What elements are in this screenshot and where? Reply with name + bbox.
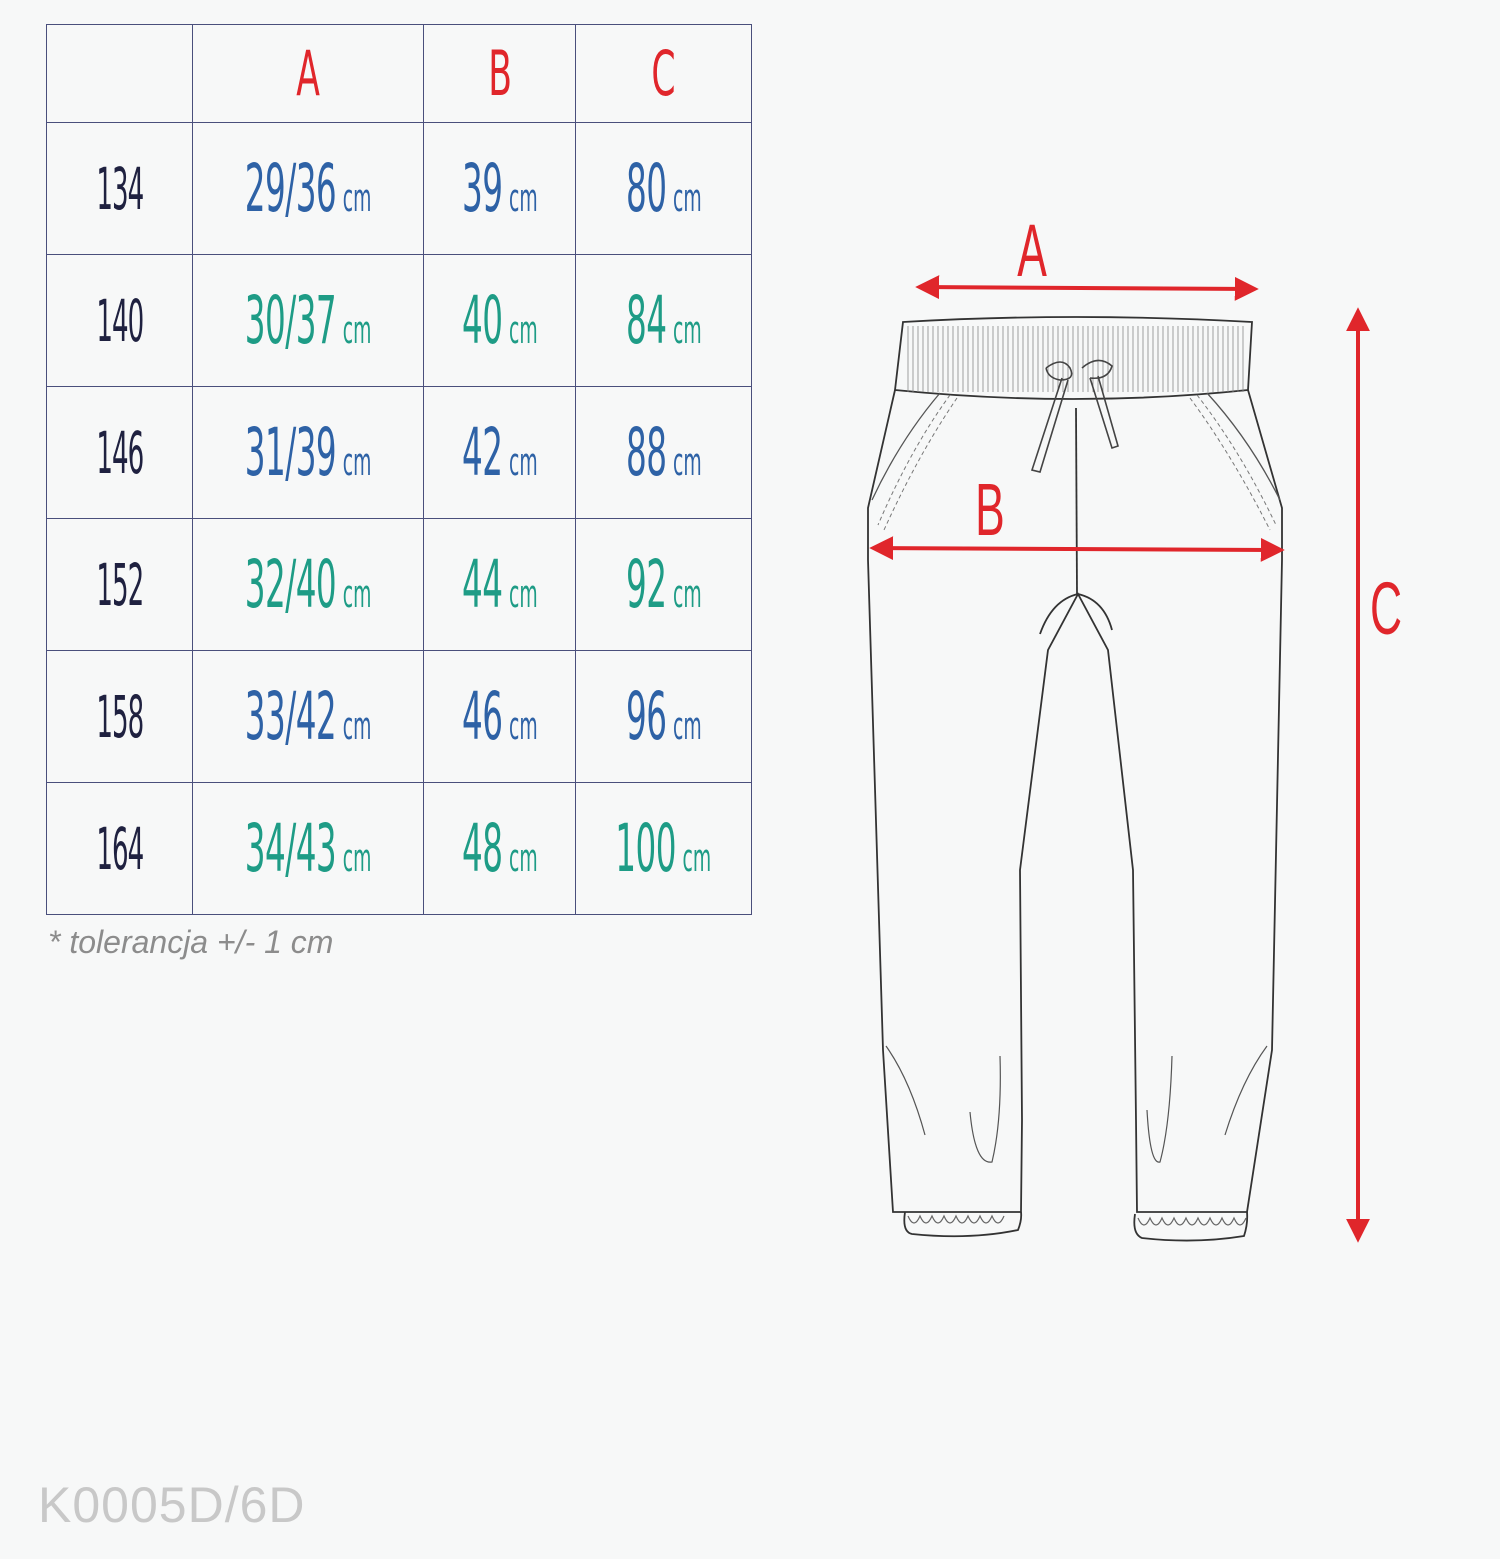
dimension-a-arrow [920, 287, 1254, 289]
value-c-cell: 96 cm [576, 651, 751, 783]
size-cell: 152 [47, 519, 193, 651]
size-cell: 140 [47, 255, 193, 387]
value-b-cell: 46 cm [424, 651, 576, 783]
dimension-a-label: A [1017, 209, 1047, 292]
dimension-c-label: C [1369, 567, 1403, 650]
header-b: B [424, 25, 576, 123]
value-a-cell: 30/37 cm [193, 255, 424, 387]
header-a: A [193, 25, 424, 123]
leg-folds [886, 1046, 1267, 1162]
size-cell: 158 [47, 651, 193, 783]
dimension-b-label: B [975, 468, 1005, 551]
value-c-cell: 80 cm [576, 123, 751, 255]
cuff-elastic [908, 1216, 1246, 1225]
value-a-cell: 31/39 cm [193, 387, 424, 519]
value-a-cell: 33/42 cm [193, 651, 424, 783]
value-b-cell: 40 cm [424, 255, 576, 387]
tolerance-note: * tolerancja +/- 1 cm [48, 924, 334, 960]
size-cell: 146 [47, 387, 193, 519]
value-a-cell: 32/40 cm [193, 519, 424, 651]
pants-outline [868, 317, 1282, 1241]
value-b-cell: 42 cm [424, 387, 576, 519]
value-c-cell: 88 cm [576, 387, 751, 519]
value-b-cell: 48 cm [424, 783, 576, 915]
value-c-cell: 84 cm [576, 255, 751, 387]
dimension-b-arrow [874, 548, 1280, 550]
value-c-cell: 92 cm [576, 519, 751, 651]
header-c: C [576, 25, 751, 123]
value-a-cell: 29/36 cm [193, 123, 424, 255]
size-cell: 164 [47, 783, 193, 915]
value-a-cell: 34/43 cm [193, 783, 424, 915]
size-cell: 134 [47, 123, 193, 255]
product-code: K0005D/6D [38, 1477, 306, 1533]
value-b-cell: 39 cm [424, 123, 576, 255]
value-b-cell: 44 cm [424, 519, 576, 651]
value-c-cell: 100 cm [576, 783, 751, 915]
